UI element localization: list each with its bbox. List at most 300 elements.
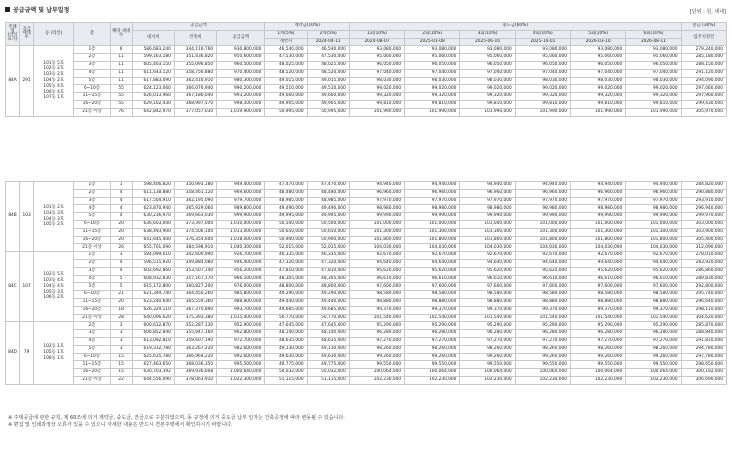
table-cell: 99,370,000 [515,306,570,314]
table-cell: 4 [110,213,132,221]
table-cell: 98,030,000 [515,77,570,85]
table-cell: 15 [110,361,132,369]
dong-line: 105동 3호 [43,289,65,295]
table-cell: 101,000,000 [349,220,404,228]
header-supply: 공급 세대수 [20,23,34,46]
table-cell: 96,280,000 [405,330,460,338]
dong-line: 106동 1호 [43,355,65,361]
table-cell: 22 [110,376,132,384]
table-cell: 283,920,000 [681,259,726,267]
table-cell: 97,600,000 [460,283,515,291]
table-cell: 99,990,000 [349,213,404,221]
table-cell: 286,860,000 [681,267,726,275]
table-cell: 48,800,000 [307,283,349,291]
table-cell: 21층 이상 [74,244,110,252]
table-row [6,205,727,213]
table-cell: 94,640,000 [349,259,404,267]
table-cell: 99,260,000 [349,353,404,361]
table-cell: 96,050,000 [405,61,460,69]
table-cell: 93,080,000 [626,46,681,54]
table-cell: 98,880,000 [405,298,460,306]
table-cell: 94,640,000 [515,259,570,267]
table-cell: 50,900,000 [307,236,349,244]
table-cell: 95,060,000 [460,54,515,62]
table-cell: 644,556,090 [132,376,174,384]
header-d2-date: 2024-04-11 [307,38,349,46]
table-cell: 48,635,000 [307,337,349,345]
unit-label: [단위 : 원, 세대] [689,9,726,15]
table-cell: 976,000,000 [217,283,265,291]
table-cell: 611,643,120 [132,69,174,77]
table-row [6,100,727,108]
table-cell: 95,060,000 [626,54,681,62]
table-cell: 48,025,000 [307,61,349,69]
table-cell: 998,100,000 [217,100,265,108]
table-cell: 47,810,000 [265,267,307,275]
table-cell: 104,030,000 [460,244,515,252]
supply-count: 79 [20,322,34,384]
table-cell: 605,403,150 [132,61,174,69]
footnote-2: ※ 편집 및 인쇄과정상 오류가 있을 수 있으니 자세한 내용은 반드시 견본주택에서 확인하시기 바랍니다. [8,422,233,429]
table-cell: 48,985,000 [265,197,307,205]
table-cell: 358,756,880 [174,69,216,77]
table-cell: 47,645,000 [307,322,349,330]
table-cell: 99,020,000 [515,85,570,93]
table-cell: 49,905,000 [265,100,307,108]
table-cell: 48,305,000 [307,275,349,283]
table-cell: 49,630,000 [265,353,307,361]
table-cell: 369,936,608 [174,369,216,377]
table-cell: 51,115,000 [307,376,349,384]
table-cell: 98,260,000 [405,345,460,353]
table-cell: 297,060,000 [681,85,726,93]
table-row [6,93,727,101]
table-cell: 104,030,000 [515,244,570,252]
table-cell: 99,370,000 [349,306,404,314]
dong-list [34,252,74,322]
table-cell: 6~10층 [74,353,110,361]
table-cell: 93,080,000 [460,46,515,54]
price-table-84a [5,22,727,117]
table-cell: 97,970,000 [460,197,515,205]
table-cell: 5층 [74,77,110,85]
table-cell: 98,980,000 [626,205,681,213]
table-cell: 306,690,000 [681,376,726,384]
table-cell: 97,040,000 [515,69,570,77]
header-m2: 2회(10%) [405,30,460,38]
table-cell: 5층 [74,283,110,291]
table-cell: 350,993,180 [174,182,216,190]
table-cell: 21층 이상 [74,108,110,116]
table-cell: 982,600,000 [217,345,265,353]
table-cell: 49,685,000 [265,306,307,314]
supply-count: 107 [20,252,34,322]
table-cell: 97,600,000 [405,283,460,291]
table-cell: 629,102,430 [132,100,174,108]
section-title [5,5,69,14]
table-cell: 303,900,000 [681,228,726,236]
table-cell: 101,990,000 [405,108,460,116]
table-cell: 624,123,060 [132,85,174,93]
table-cell: 48,985,000 [307,197,349,205]
table-cell: 101,300,000 [349,228,404,236]
table-cell: 357,167,170 [174,275,216,283]
table-cell: 97,270,000 [405,337,460,345]
table-cell: 626,013,960 [132,93,174,101]
table-cell: 2층 [74,259,110,267]
table-cell: 48,025,000 [265,61,307,69]
header-m5-date: 2026-03-10 [570,38,625,46]
table-row [6,283,727,291]
header-balance: 잔금 (30%) [681,23,726,31]
table-cell: 92,670,000 [570,252,625,260]
table-cell: 101,990,000 [626,108,681,116]
table-cell: 304,620,000 [681,314,726,322]
table-cell: 101,800,000 [570,236,625,244]
table-cell: 93,080,000 [515,46,570,54]
table-cell: 47,530,000 [307,54,349,62]
table-cell: 365,559,360 [174,298,216,306]
table-cell: 95,290,000 [460,322,515,330]
table-cell: 96,280,000 [349,330,404,338]
table-cell: 98,880,000 [626,298,681,306]
dong-line: 106동 2호 [43,295,65,301]
table-cell: 297,780,000 [681,353,726,361]
header-dong: 동 (라인) [34,23,74,46]
table-cell: 621,349,740 [132,291,174,299]
table-cell: 94,940,000 [570,182,625,190]
table-cell: 101,800,000 [405,236,460,244]
table-cell: 3 [110,252,132,260]
table-cell: 376,354,600 [174,236,216,244]
table-cell: 99,320,000 [405,93,460,101]
table-cell: 626,329,110 [132,306,174,314]
table-cell: 600,612,870 [132,322,174,330]
table-cell: 50,500,000 [265,220,307,228]
table-cell: 962,800,000 [217,330,265,338]
dong-list [34,322,74,384]
table-cell: 99,260,000 [570,353,625,361]
table-cell: 3 [110,322,132,330]
table-cell: 96,610,000 [405,275,460,283]
table-cell: 46,540,000 [265,46,307,54]
table-cell: 96,050,000 [570,61,625,69]
table-cell: 101,300,000 [460,228,515,236]
table-cell: 97,270,000 [515,337,570,345]
table-cell: 101,000,000 [626,220,681,228]
table-cell: 1층 [74,252,110,260]
table-cell: 99,020,000 [570,85,625,93]
table-row [6,61,727,69]
table-cell: 96,960,000 [349,189,404,197]
table-cell: 355,947,160 [174,330,216,338]
table-cell: 98,980,000 [570,205,625,213]
table-cell: 3 [110,337,132,345]
table-cell: 378,063,910 [174,376,216,384]
table-row [6,108,727,116]
table-row [6,197,727,205]
table-cell: 49,440,000 [265,298,307,306]
table-cell: 98,580,000 [349,291,404,299]
header-m2-date: 2025-01-08 [405,38,460,46]
dong-line: 102동 1호 [43,344,65,350]
table-cell: 98,580,000 [460,291,515,299]
table-cell: 99,550,000 [626,361,681,369]
table-cell: 11 [110,61,132,69]
table-cell: 96,280,000 [460,330,515,338]
table-cell: 365,929,060 [174,205,216,213]
table-cell: 11 [110,54,132,62]
table-cell: 279,240,000 [681,46,726,54]
table-cell: 288,840,000 [681,330,726,338]
table-cell: 101,800,000 [515,236,570,244]
table-cell: 96,050,000 [515,61,570,69]
dong-line: 101동 5호 [43,60,65,66]
table-cell: 613,092,810 [132,337,174,345]
table-cell: 96,280,000 [515,330,570,338]
table-cell: 49,995,000 [265,213,307,221]
table-cell: 97,600,000 [349,283,404,291]
table-cell: 48,140,000 [265,330,307,338]
table-cell: 99,320,000 [626,93,681,101]
table-cell: 99,320,000 [570,93,625,101]
table-row [6,236,727,244]
table-cell: 50,995,000 [307,108,349,116]
table-cell: 16~20층 [74,236,110,244]
table-cell: 101,000,000 [515,220,570,228]
table-cell: 96,960,000 [405,189,460,197]
table-cell: 98,580,000 [515,291,570,299]
table-cell: 101,300,000 [626,228,681,236]
table-cell: 364,450,260 [174,291,216,299]
table-cell: 636,603,000 [132,220,174,228]
unit-type: 84B [6,182,20,252]
table-cell: 48,305,000 [265,275,307,283]
table-cell: 6~10층 [74,85,110,93]
table-cell: 101,540,000 [626,314,681,322]
table-cell: 49,775,000 [265,361,307,369]
table-cell: 95,620,000 [405,267,460,275]
table-cell: 97,270,000 [570,337,625,345]
table-cell: 988,800,000 [217,298,265,306]
table-cell: 5 [110,283,132,291]
table-cell: 55 [110,100,132,108]
table-cell: 98,880,000 [460,298,515,306]
table-cell: 16~20층 [74,306,110,314]
header-price: 공급금액 [132,23,265,31]
table-cell: 49,130,000 [307,345,349,353]
table-cell: 96,610,000 [460,275,515,283]
table-cell: 4 [110,267,132,275]
table-cell: 4 [110,205,132,213]
table-cell: 641,645,400 [132,236,174,244]
table-cell: 50,032,000 [265,369,307,377]
table-cell: 99,260,000 [626,353,681,361]
table-cell: 93,080,000 [570,46,625,54]
table-cell: 101,800,000 [626,236,681,244]
table-cell: 50,770,000 [265,314,307,322]
table-cell: 98,260,000 [626,345,681,353]
table-cell: 97,600,000 [515,283,570,291]
table-cell: 20 [110,298,132,306]
table-cell: 3층 [74,330,110,338]
table-cell: 49,510,000 [307,85,349,93]
header-deposit: 계약금(10%) [265,23,349,31]
header-total: 공급금액 [217,30,265,46]
header-m5: 5회(10%) [570,30,625,38]
table-cell: 97,040,000 [570,69,625,77]
table-cell: 4 [110,197,132,205]
section-title-text: 공급금액 및 납부일정 [13,7,70,14]
table-cell: 100,064,000 [349,369,404,377]
table-cell: 99,990,000 [405,213,460,221]
table-cell: 98,880,000 [515,298,570,306]
table-cell: 992,600,000 [217,353,265,361]
table-row [6,361,727,369]
table-cell: 94,940,000 [626,182,681,190]
table-cell: 92,670,000 [626,252,681,260]
table-cell: 18 [110,306,132,314]
table-cell: 101,990,000 [349,108,404,116]
table-cell: 362,195,090 [174,197,216,205]
table-row [6,345,727,353]
table-cell: 98,030,000 [349,77,404,85]
table-cell: 985,800,000 [217,291,265,299]
table-cell: 359,607,190 [174,337,216,345]
header-d1: 1차(5%) [265,30,307,38]
table-cell: 355,096,850 [174,61,216,69]
table-cell: 96,960,000 [626,189,681,197]
table-cell: 300,192,000 [681,369,726,377]
table-cell: 598,406,820 [132,182,174,190]
dong-line: 104동 2호 [43,78,65,84]
table-cell: 104,030,000 [570,244,625,252]
table-cell: 99,020,000 [626,85,681,93]
table-cell: 99,810,000 [626,100,681,108]
table-cell: 375,393,380 [174,314,216,322]
dong-line: 102동 2호 [43,66,65,72]
header-m4-date: 2025-10-01 [515,38,570,46]
table-cell: 97,970,000 [570,197,625,205]
table-cell: 360,827,200 [174,283,216,291]
header-type: 주택형 (약식 표기) [6,23,20,46]
table-cell: 2층 [74,54,110,62]
table-cell: 101,540,000 [570,314,625,322]
table-cell: 96,960,000 [570,189,625,197]
table-cell: 26 [110,244,132,252]
table-cell: 99,810,000 [460,100,515,108]
table-cell: 99,990,000 [515,213,570,221]
table-cell: 49,630,000 [307,353,349,361]
table-cell: 97,970,000 [515,197,570,205]
table-cell: 47,810,000 [307,267,349,275]
table-cell: 362,416,910 [174,77,216,85]
table-cell: 1,013,000,000 [217,228,265,236]
table-cell: 99,810,000 [405,100,460,108]
table-cell: 2층 [74,189,110,197]
table-cell: 101,000,000 [460,220,515,228]
table-cell: 99,550,000 [570,361,625,369]
table-row [6,330,727,338]
header-m3: 3회(10%) [460,30,515,38]
table-cell: 96,050,000 [626,61,681,69]
table-cell: 599,163,180 [132,54,174,62]
table-cell: 99,550,000 [349,361,404,369]
table-row [6,213,727,221]
table-cell: 50,900,000 [265,236,307,244]
table-cell: 95,060,000 [515,54,570,62]
table-cell: 97,040,000 [460,69,515,77]
table-cell: 99,370,000 [570,306,625,314]
table-cell: 46,335,000 [265,252,307,260]
table-cell: 96,960,000 [515,189,570,197]
table-cell: 49,660,000 [307,93,349,101]
table-cell: 6 [110,46,132,54]
table-cell: 21층 이상 [74,314,110,322]
table-cell: 2층 [74,322,110,330]
header-count: 해당 세대수 [110,23,132,46]
table-row [6,252,727,260]
table-cell: 6~10층 [74,291,110,299]
table-cell: 99,990,000 [460,213,515,221]
table-row [6,54,727,62]
table-cell: 990,200,000 [217,85,265,93]
table-cell: 94,940,000 [460,182,515,190]
table-cell: 100,064,000 [460,369,515,377]
table-cell: 367,370,890 [174,306,216,314]
table-cell: 102,230,000 [626,376,681,384]
table-row [6,306,727,314]
table-cell: 1,010,000,000 [217,220,265,228]
table-cell: 3 [110,345,132,353]
table-row [6,46,727,54]
table-cell: 97,970,000 [405,197,460,205]
table-cell: 99,810,000 [349,100,404,108]
table-cell: 999,900,000 [217,213,265,221]
table-cell: 102,230,000 [460,376,515,384]
table-cell: 284,820,000 [681,182,726,190]
table-cell: 46,540,000 [307,46,349,54]
table-row [6,77,727,85]
table-cell: 95,290,000 [349,322,404,330]
dong-line: 106동 4호 [43,89,65,95]
table-cell: 104,030,000 [349,244,404,252]
table-cell: 952,900,000 [217,322,265,330]
table-cell: 102,230,000 [405,376,460,384]
table-cell: 96,050,000 [460,61,515,69]
table-cell: 617,504,910 [132,197,174,205]
dong-line: 105동 4호 [43,83,65,89]
table-cell: 95,060,000 [349,54,404,62]
table-cell: 1층 [74,46,110,54]
table-cell: 368,036,350 [174,361,216,369]
table-cell: 49,905,000 [307,100,349,108]
table-cell: 49,995,000 [307,213,349,221]
table-cell: 104,030,000 [626,244,681,252]
table-cell: 99,370,000 [405,306,460,314]
table-cell: 367,186,040 [174,93,216,101]
table-cell: 99,810,000 [570,100,625,108]
table-cell: 93,080,000 [349,46,404,54]
table-cell: 98,260,000 [515,345,570,353]
table-cell: 4층 [74,275,110,283]
header-m1-date: 2024-08-07 [349,38,404,46]
table-cell: 55 [110,85,132,93]
dong-line: 104동 4호 [43,283,65,289]
table-cell: 298,110,000 [681,306,726,314]
price-table-84bcd [5,181,727,385]
table-cell: 99,020,000 [460,85,515,93]
